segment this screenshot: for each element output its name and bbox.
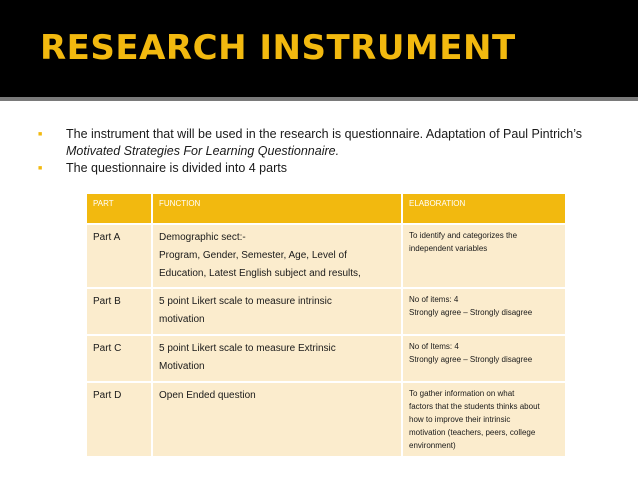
- cell-elaboration: [402, 224, 566, 288]
- cell-line: To gather information on what: [409, 389, 515, 398]
- cell-part: Part D: [86, 382, 152, 457]
- bullet-list: [38, 126, 618, 177]
- table-row: [86, 335, 566, 382]
- header-elaboration: ELABORATION: [402, 193, 566, 224]
- bullet-item: [38, 126, 618, 160]
- cell-line: factors that the students thinks about: [409, 402, 540, 411]
- cell-line: independent variables: [409, 244, 488, 253]
- cell-function: [152, 224, 402, 288]
- cell-line: To identify and categorizes the: [409, 231, 518, 240]
- header-part: PART: [86, 193, 152, 224]
- bullet-text: [66, 126, 618, 160]
- bullet-text: [66, 160, 618, 177]
- cell-elaboration: [402, 382, 566, 457]
- cell-line: Demographic sect:-: [159, 232, 246, 243]
- table-header-row: [86, 193, 566, 224]
- cell-line: No of items: 4: [409, 295, 459, 304]
- cell-line: Strongly agree – Strongly disagree: [409, 355, 533, 364]
- square-bullet-icon: ■: [38, 165, 43, 172]
- cell-part: Part A: [86, 224, 152, 288]
- cell-elaboration: [402, 335, 566, 382]
- square-bullet-icon: ■: [38, 131, 43, 138]
- questionnaire-table: [85, 192, 567, 458]
- table-row: [86, 224, 566, 288]
- bullet-text-italic: Motivated Strategies For Learning Questionnaire.: [66, 144, 340, 158]
- cell-line: Program, Gender, Semester, Age, Level of: [159, 250, 347, 261]
- cell-function: [152, 335, 402, 382]
- cell-line: motivation (teachers, peers, college: [409, 428, 536, 437]
- cell-line: 5 point Likert scale to measure Extrinsic: [159, 343, 336, 354]
- cell-line: Strongly agree – Strongly disagree: [409, 308, 533, 317]
- cell-part: Part B: [86, 288, 152, 335]
- cell-function: [152, 288, 402, 335]
- cell-line: how to improve their intrinsic: [409, 415, 511, 424]
- cell-line: motivation: [159, 314, 205, 325]
- bullet-text-plain: The instrument that will be used in the research is questionnaire. Adaptation of Paul Pintrich’s: [66, 127, 583, 141]
- cell-function: [152, 382, 402, 457]
- bullet-item: [38, 160, 618, 177]
- header-function: FUNCTION: [152, 193, 402, 224]
- cell-line: No of Items: 4: [409, 342, 459, 351]
- cell-line: Education, Latest English subject and results,: [159, 268, 361, 279]
- cell-elaboration: [402, 288, 566, 335]
- cell-line: environment): [409, 441, 456, 450]
- cell-line: 5 point Likert scale to measure intrinsic: [159, 296, 332, 307]
- table-row: [86, 288, 566, 335]
- cell-line: Motivation: [159, 361, 205, 372]
- title-bar: [0, 0, 638, 101]
- table-row: [86, 382, 566, 457]
- cell-part: Part C: [86, 335, 152, 382]
- slide-title: RESEARCH INSTRUMENT: [40, 28, 516, 68]
- cell-line: Open Ended question: [159, 390, 256, 401]
- bullet-text-plain: The questionnaire is divided into 4 parts: [66, 161, 287, 175]
